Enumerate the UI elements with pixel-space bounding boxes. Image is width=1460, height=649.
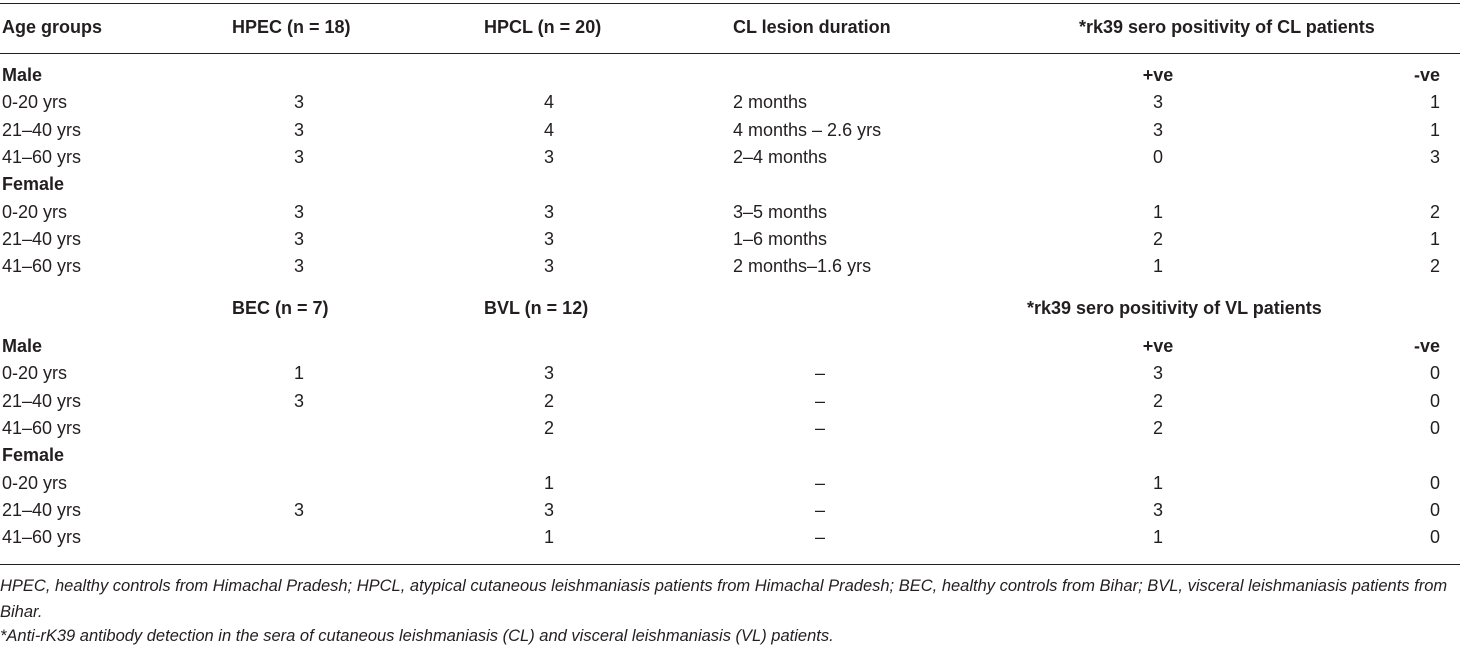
- cell-duration: 2–4 months: [733, 147, 828, 167]
- cell-bvl: 1: [543, 527, 554, 547]
- cell-bvl: 3: [543, 363, 554, 383]
- group-row-female: [0, 442, 1460, 469]
- group-row-male: [0, 62, 1460, 89]
- table-row: [0, 360, 1460, 387]
- cell-pos: 3: [1152, 500, 1163, 520]
- cell-age: 21–40 yrs: [2, 500, 82, 520]
- group-row-female: [0, 171, 1460, 198]
- table-row: [0, 144, 1460, 171]
- cell-bvl: 1: [543, 473, 554, 493]
- cell-neg: 1: [1429, 92, 1440, 112]
- cell-bvl: 2: [543, 391, 554, 411]
- cell-bec: 3: [293, 391, 304, 411]
- header-vl-sero: *rk39 sero positivity of VL patients: [1027, 298, 1322, 318]
- cell-age: 0-20 yrs: [2, 363, 68, 383]
- cell-pos: 1: [1152, 527, 1163, 547]
- cell-pos: 2: [1152, 391, 1163, 411]
- cell-neg: 0: [1429, 363, 1440, 383]
- header-bottom-rule: [0, 53, 1460, 54]
- cell-hpcl: 3: [543, 202, 554, 222]
- cell-bvl: 3: [543, 500, 554, 520]
- cell-duration: –: [814, 363, 825, 383]
- cell-age: 41–60 yrs: [2, 527, 82, 547]
- cell-duration: –: [814, 418, 825, 438]
- cell-age: 21–40 yrs: [2, 229, 82, 249]
- group-label-male: Male: [2, 65, 43, 85]
- cell-pos: 2: [1152, 418, 1163, 438]
- cell-pos: 1: [1152, 202, 1163, 222]
- table-top-rule: [0, 3, 1460, 4]
- table-row: [0, 388, 1460, 415]
- cell-bvl: 2: [543, 418, 554, 438]
- cell-age: 21–40 yrs: [2, 391, 82, 411]
- cell-age: 41–60 yrs: [2, 256, 82, 276]
- cell-hpcl: 3: [543, 256, 554, 276]
- table-row: [0, 117, 1460, 144]
- header-cl-duration: CL lesion duration: [733, 17, 891, 37]
- group-label-female: Female: [2, 174, 65, 194]
- cell-neg: 0: [1429, 391, 1440, 411]
- table-row: [0, 199, 1460, 226]
- cell-hpcl: 4: [543, 120, 554, 140]
- table-header-row: [0, 14, 1460, 41]
- cell-hpec: 3: [293, 256, 304, 276]
- cell-duration: 3–5 months: [733, 202, 828, 222]
- cell-hpec: 3: [293, 229, 304, 249]
- cell-hpcl: 3: [543, 147, 554, 167]
- pos-label: +ve: [1142, 65, 1174, 85]
- cell-neg: 0: [1429, 500, 1440, 520]
- table-row: [0, 497, 1460, 524]
- cell-hpec: 3: [293, 147, 304, 167]
- cell-neg: 3: [1429, 147, 1440, 167]
- cell-pos: 3: [1152, 363, 1163, 383]
- cell-neg: 0: [1429, 418, 1440, 438]
- cell-age: 41–60 yrs: [2, 147, 82, 167]
- neg-label: -ve: [1413, 336, 1440, 356]
- cell-duration: 1–6 months: [733, 229, 828, 249]
- cell-age: 0-20 yrs: [2, 473, 68, 493]
- group-row-male: [0, 333, 1460, 360]
- cell-neg: 1: [1429, 229, 1440, 249]
- cell-duration: –: [814, 473, 825, 493]
- cell-bec: 3: [293, 500, 304, 520]
- header-cl-sero: *rk39 sero positivity of CL patients: [1079, 17, 1375, 37]
- cell-duration: 2 months: [733, 92, 808, 112]
- cell-pos: 3: [1152, 120, 1163, 140]
- header-age-groups: Age groups: [2, 17, 103, 37]
- cell-pos: 1: [1152, 473, 1163, 493]
- group-label-male: Male: [2, 336, 43, 356]
- pos-label: +ve: [1142, 336, 1174, 356]
- cell-pos: 2: [1152, 229, 1163, 249]
- cell-bec: 1: [293, 363, 304, 383]
- cell-hpec: 3: [293, 120, 304, 140]
- header-hpec: HPEC (n = 18): [232, 17, 351, 37]
- cell-age: 41–60 yrs: [2, 418, 82, 438]
- table-row: [0, 524, 1460, 551]
- header-hpcl: HPCL (n = 20): [484, 17, 602, 37]
- table-row: [0, 89, 1460, 116]
- cell-neg: 2: [1429, 202, 1440, 222]
- group-label-female: Female: [2, 445, 65, 465]
- cell-duration: –: [814, 391, 825, 411]
- cell-age: 0-20 yrs: [2, 202, 68, 222]
- cell-duration: 2 months–1.6 yrs: [733, 256, 872, 276]
- table-row: [0, 470, 1460, 497]
- cell-neg: 1: [1429, 120, 1440, 140]
- cell-duration: –: [814, 500, 825, 520]
- cell-pos: 1: [1152, 256, 1163, 276]
- cell-pos: 0: [1152, 147, 1163, 167]
- table-row: [0, 415, 1460, 442]
- cell-hpcl: 4: [543, 92, 554, 112]
- cell-age: 21–40 yrs: [2, 120, 82, 140]
- cell-hpec: 3: [293, 202, 304, 222]
- cell-age: 0-20 yrs: [2, 92, 68, 112]
- neg-label: -ve: [1413, 65, 1440, 85]
- cell-hpec: 3: [293, 92, 304, 112]
- table-row: [0, 226, 1460, 253]
- vl-header-row: [0, 295, 1460, 322]
- header-bvl: BVL (n = 12): [484, 298, 589, 318]
- table-row: [0, 253, 1460, 280]
- cell-neg: 0: [1429, 473, 1440, 493]
- cell-duration: 4 months – 2.6 yrs: [733, 120, 882, 140]
- cell-hpcl: 3: [543, 229, 554, 249]
- cell-neg: 0: [1429, 527, 1440, 547]
- footnote-abbreviations: HPEC, healthy controls from Himachal Pradesh; HPCL, atypical cutaneous leishmaniasis patients from Himachal Pradesh; BEC, healthy controls from Bihar; BVL, visceral leishmaniasis patients from Bihar.: [0, 577, 1448, 621]
- footnote-asterisk: *Anti-rK39 antibody detection in the sera of cutaneous leishmaniasis (CL) and visceral leishmaniasis (VL) patients.: [0, 627, 834, 645]
- cell-pos: 3: [1152, 92, 1163, 112]
- cell-duration: –: [814, 527, 825, 547]
- cell-neg: 2: [1429, 256, 1440, 276]
- header-bec: BEC (n = 7): [232, 298, 329, 318]
- table-bottom-rule: [0, 564, 1460, 565]
